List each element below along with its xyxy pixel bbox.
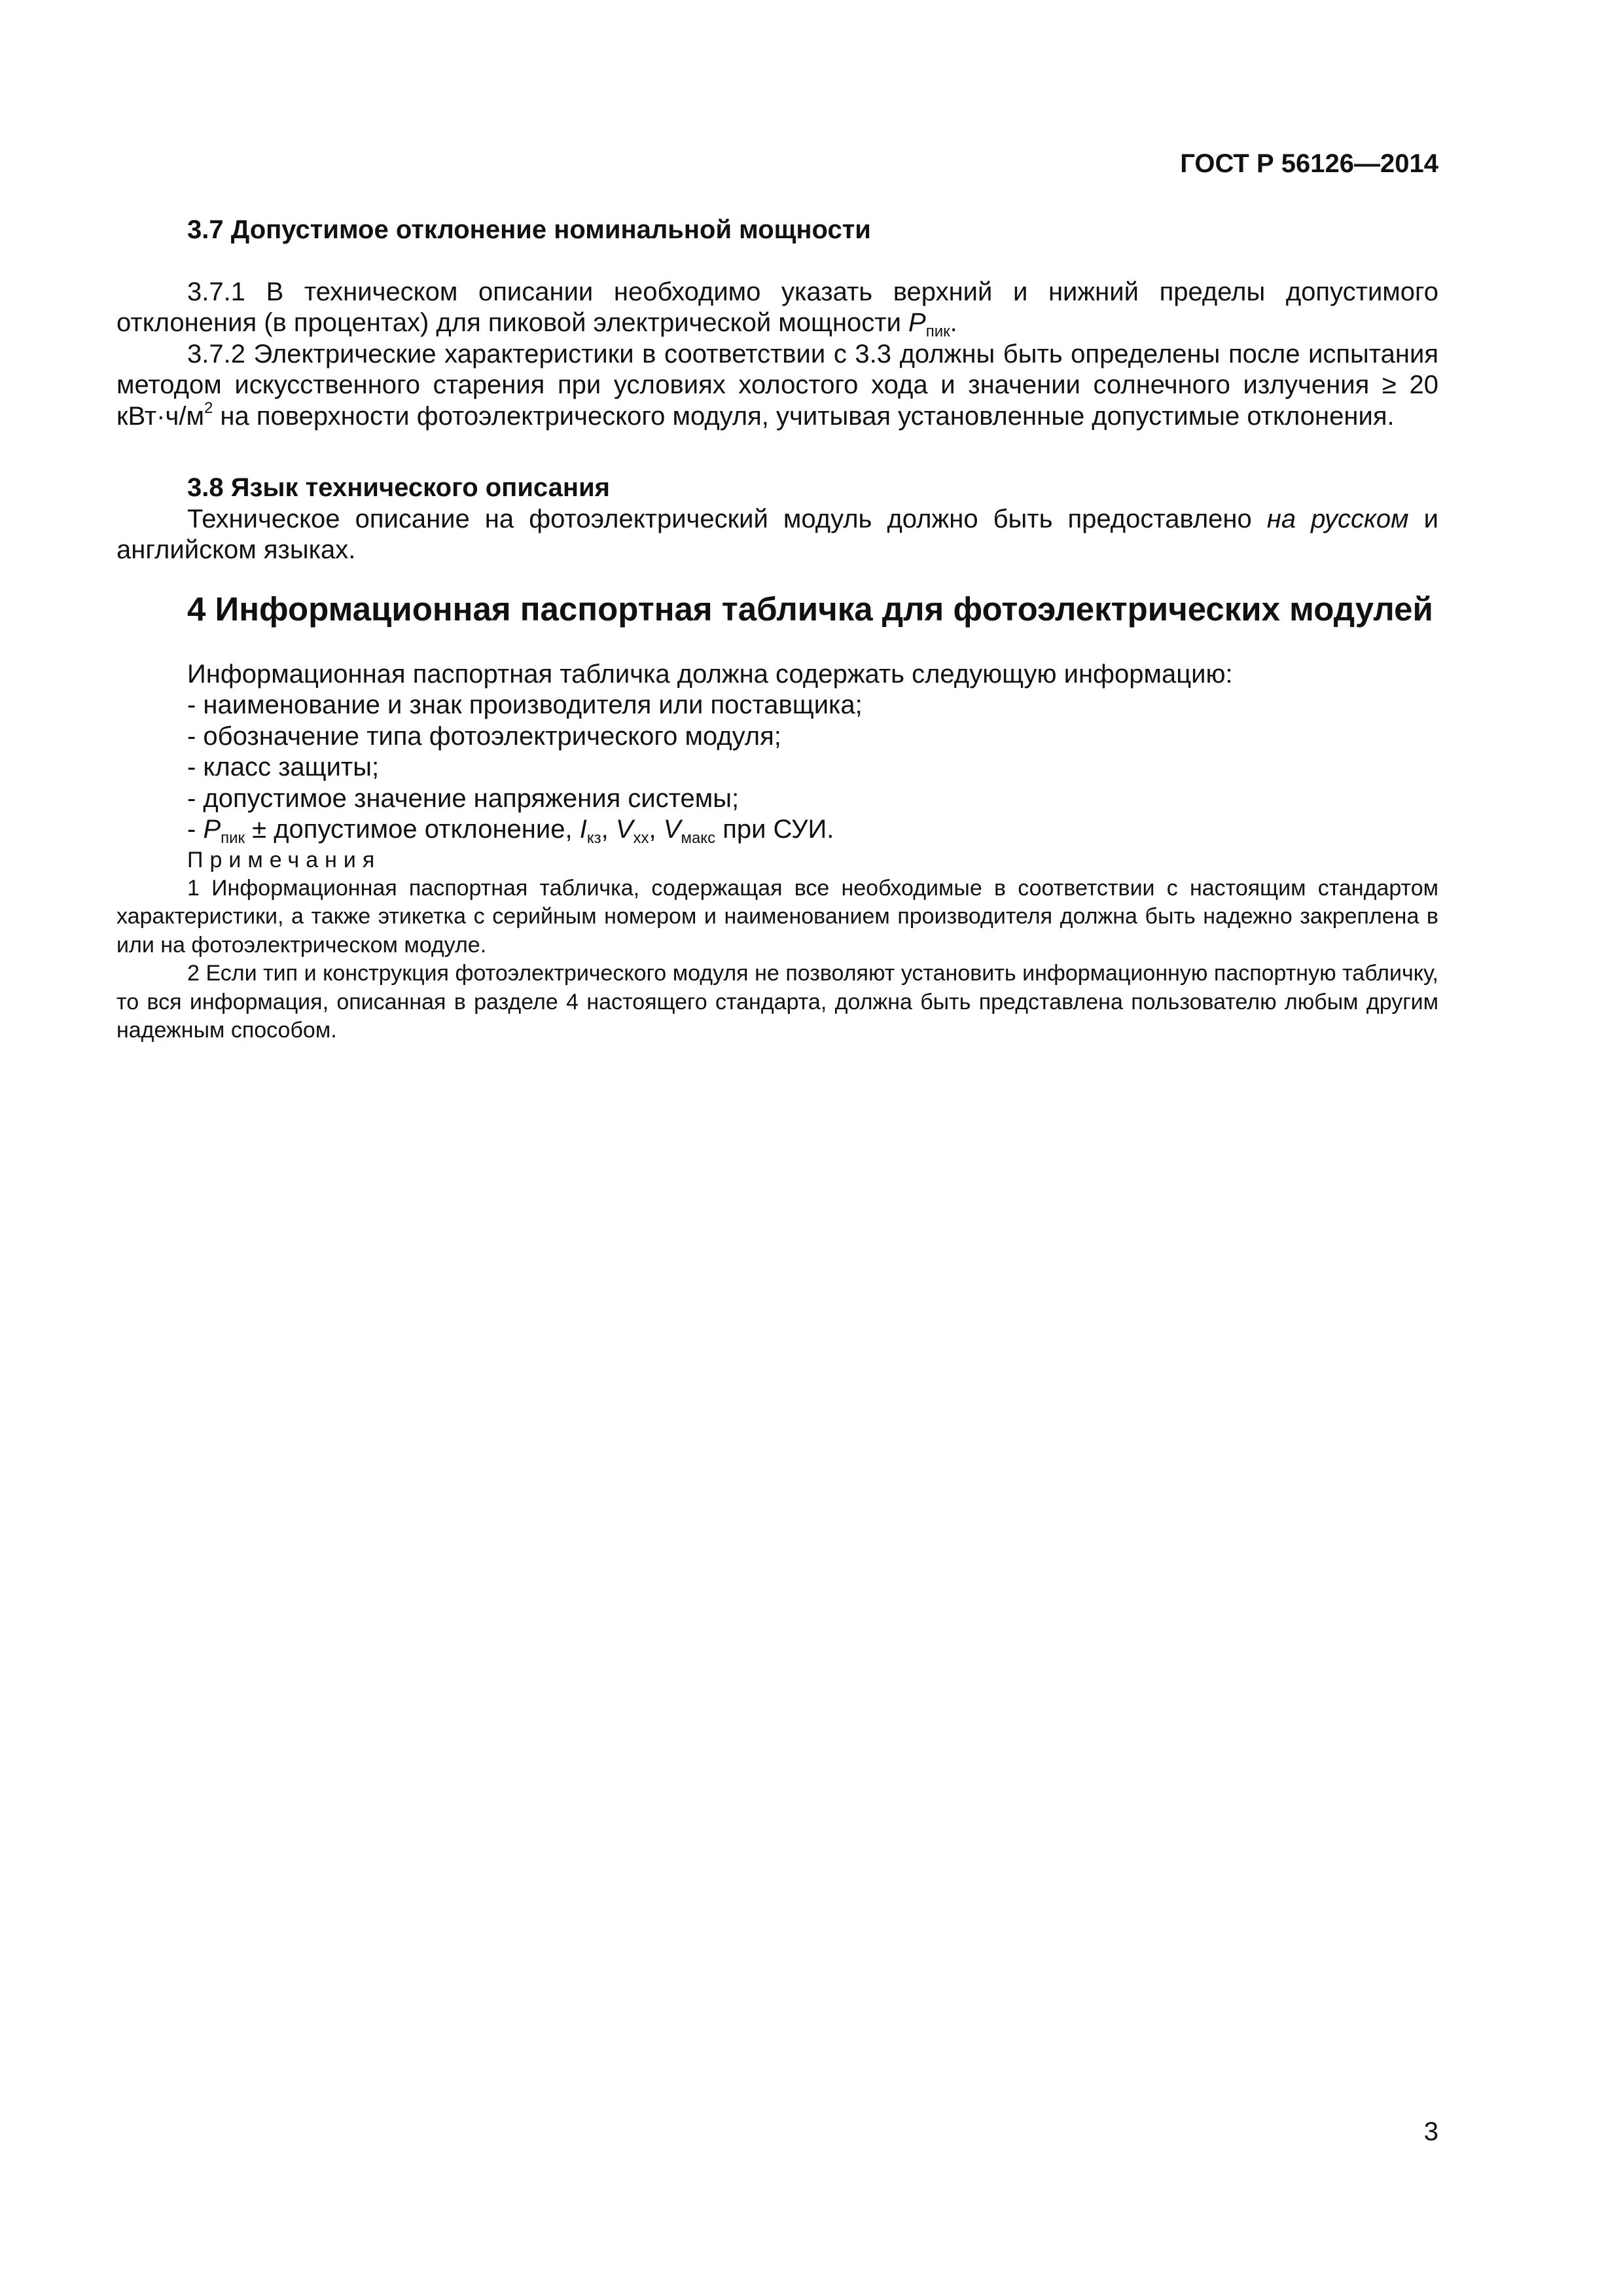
page-number: 3 — [1423, 2117, 1438, 2146]
list-item: - наименование и знак производителя или поставщика; — [187, 691, 863, 719]
list-item: - обозначение типа фотоэлектрического модуля; — [187, 721, 781, 751]
section-3-7-title: 3.7 Допустимое отклонение номинальной мощности — [187, 215, 871, 244]
italic-language: на русском — [1266, 504, 1409, 533]
section-3-8-title: 3.8 Язык технического описания — [187, 473, 610, 502]
section-4-intro: Информационная паспортная табличка должна содержать следующую информацию: — [187, 659, 1233, 689]
paragraph-3-7-1: 3.7.1 В техническом описании необходимо указать верхний и нижний пределы допустимого отклонения (в процентах) для пиковой электрической мощности $P_{пик}$. — [116, 277, 1438, 340]
note-1: 1 Информационная паспортная табличка, содержащая все необходимые в соответствии с настоящим стандартом характеристики, а также этикетка с серийным номером и наименованием производителя должна быть надежно закреплена в или на фотоэлектрическом модуле. — [116, 875, 1438, 958]
paragraph-3-8: Техническое описание на фотоэлектрический модуль должно быть предоставлено на русском и английском языках. — [116, 504, 1439, 564]
list-item-parameters: - $P_{пик}$ ± допустимое отклонение, $I_{кз}$, $V_{хх}$, $V_{макс}$ при СУИ. — [187, 815, 834, 847]
list-item: - допустимое значение напряжения системы; — [187, 783, 740, 813]
list-item: - класс защиты; — [187, 753, 380, 781]
p-peak-symbol: P — [908, 308, 926, 337]
paragraph-3-7-2: 3.7.2 Электрические характеристики в соответствии с 3.3 должны быть определены после испытания методом искусственного старения при условиях холостого хода и значении солнечного излучения ≥ 20 $кВт\cdot ч/м^2$ на поверхности фотоэлектрического модуля, учитывая установленные допустимые отклонения. — [116, 339, 1438, 431]
notes-title: Примечания — [187, 847, 382, 872]
section-4-title: 4 Информационная паспортная табличка для фотоэлектрических модулей — [187, 590, 1433, 628]
note-2: 2 Если тип и конструкция фотоэлектрического модуля не позволяют установить информационную паспортную табличку, то вся информация, описанная в разделе 4 настоящего стандарта, должна быть представлена пользователю любым другим надежным способом. — [116, 961, 1438, 1043]
page-content — [116, 215, 1438, 1045]
document-number-header: ГОСТ Р 56126—2014 — [1180, 149, 1438, 178]
